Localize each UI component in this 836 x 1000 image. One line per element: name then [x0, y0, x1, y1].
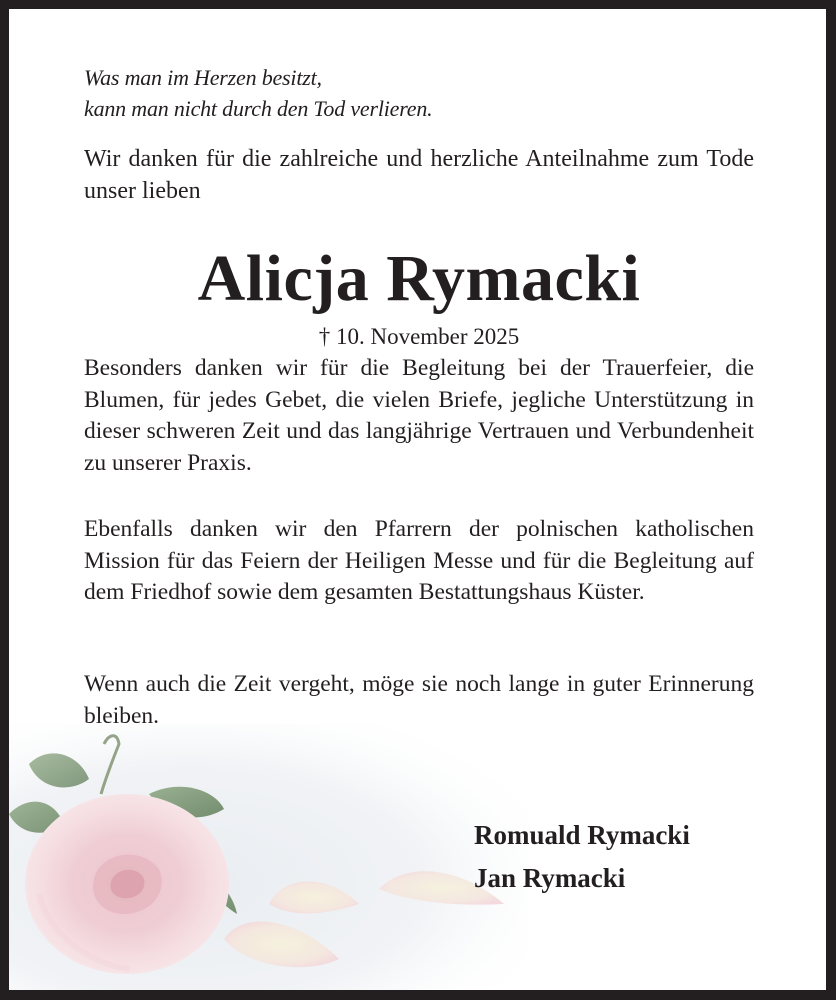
closing-paragraph: Wenn auch die Zeit vergeht, möge sie noch lange in guter Erinnerung bleiben.: [84, 671, 754, 729]
deceased-name: Alicja Rymacki: [197, 242, 641, 315]
signatures: [474, 814, 690, 900]
intro-text: Wir danken für die zahlreiche und herzliche Anteilnahme zum Tode unser lieben: [84, 146, 754, 204]
signature-2: Jan Rymacki: [474, 863, 626, 893]
obituary-notice: [9, 9, 826, 990]
quote-line-1: Was man im Herzen besitzt,: [84, 65, 322, 90]
quote-line-2: kann man nicht durch den Tod verlieren.: [84, 96, 433, 121]
thanks-paragraph-2: Ebenfalls danken wir den Pfarrern der polnischen katholischen Mission für das Feiern der Heiligen Messe und für die Begleitung auf dem Friedhof sowie dem gesamten Bestattungshaus Küster.: [84, 516, 754, 605]
thanks-paragraph-1: Besonders danken wir für die Begleitung bei der Trauerfeier, die Blumen, für jedes Gebet, die vielen Briefe, jegliche Unterstützung in dieser schweren Zeit und das langjährige Vertrauen und Verbundenheit zu unserer Praxis.: [84, 355, 754, 476]
death-date: † 10. November 2025: [318, 324, 520, 349]
signature-1: Romuald Rymacki: [474, 820, 690, 850]
rose-illustration: [9, 724, 529, 990]
memorial-quote: [84, 62, 432, 124]
